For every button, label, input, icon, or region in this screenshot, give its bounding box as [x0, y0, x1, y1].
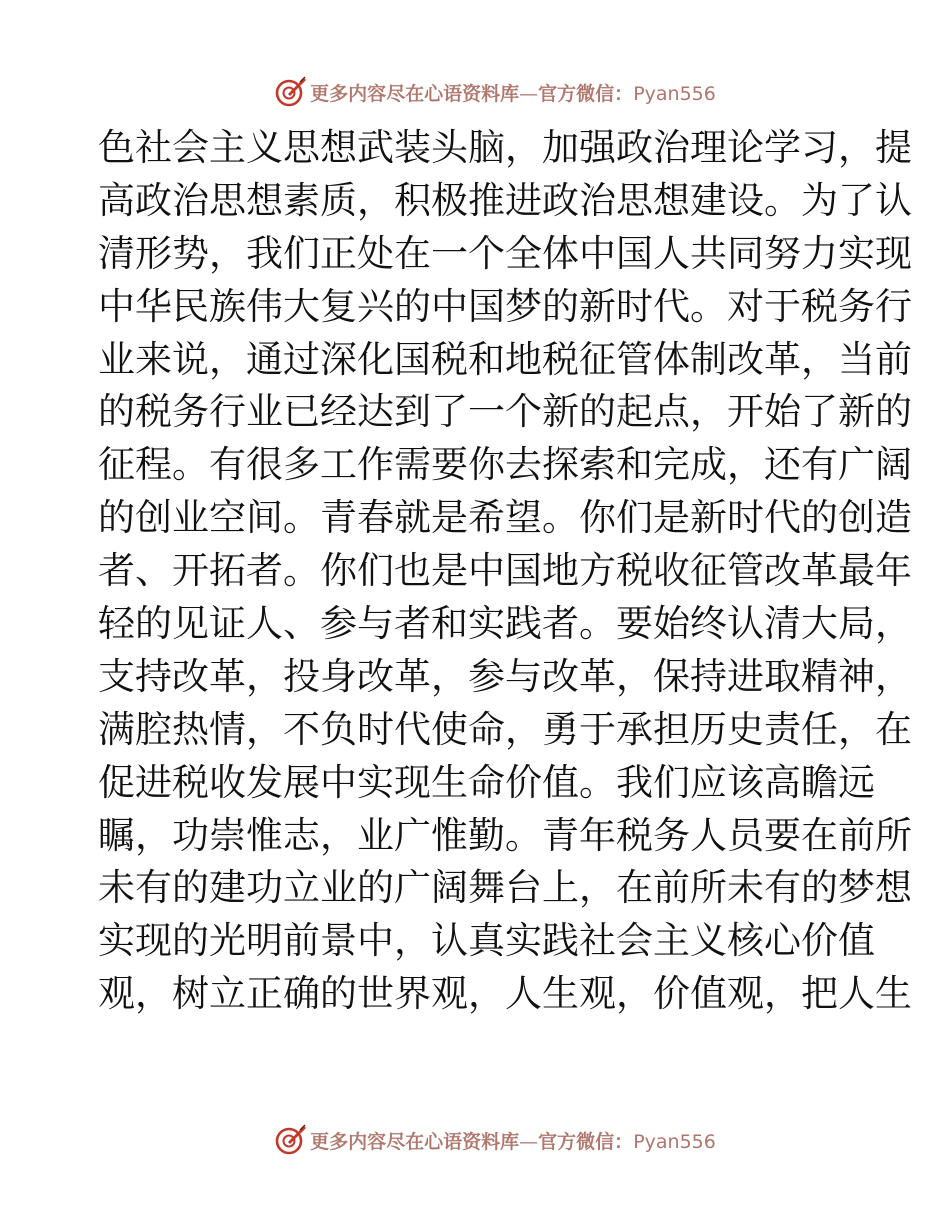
body-line: 业来说，通过深化国税和地税征管体制改革，当前: [98, 337, 912, 381]
footer-brand: 更多内容尽在心语资料库: [310, 1130, 520, 1153]
footer-banner-content: [274, 1123, 716, 1157]
body-line: 高政治思想素质，积极推进政治思想建设。为了认: [98, 178, 912, 222]
header-brand: 更多内容尽在心语资料库: [310, 82, 520, 105]
body-line: 促进税收发展中实现生命价值。我们应该高瞻远: [98, 760, 875, 804]
header-contact-label: 官方微信：: [538, 82, 634, 105]
header-text: [310, 79, 716, 106]
header-banner-content: [274, 75, 716, 109]
header-separator: —: [519, 82, 539, 105]
header-contact-id: Pyan556: [633, 82, 716, 105]
footer-banner: [0, 1120, 950, 1160]
quill-logo-icon: [274, 1123, 308, 1157]
document-body: [98, 122, 912, 1021]
footer-separator: —: [519, 1130, 539, 1153]
header-banner: [0, 72, 950, 112]
body-line: 征程。有很多工作需要你去探索和完成，还有广阔: [98, 443, 912, 487]
body-line: 观，树立正确的世界观，人生观，价值观，把人生: [98, 972, 912, 1016]
body-line: 的创业空间。青春就是希望。你们是新时代的创造: [98, 496, 912, 540]
body-line: 轻的见证人、参与者和实践者。要始终认清大局，: [98, 602, 912, 646]
footer-text: [310, 1127, 716, 1154]
footer-contact-id: Pyan556: [633, 1130, 716, 1153]
body-line: 者、开拓者。你们也是中国地方税收征管改革最年: [98, 549, 912, 593]
quill-logo-icon: [274, 75, 308, 109]
body-line: 满腔热情，不负时代使命，勇于承担历史责任，在: [98, 707, 912, 751]
body-line: 瞩，功崇惟志，业广惟勤。青年税务人员要在前所: [98, 813, 912, 857]
body-line: 色社会主义思想武装头脑，加强政治理论学习，提: [98, 126, 912, 169]
body-line: 实现的光明前景中，认真实践社会主义核心价值: [98, 919, 875, 963]
body-line: 支持改革，投身改革，参与改革，保持进取精神，: [98, 654, 912, 698]
body-line: 未有的建功立业的广阔舞台上，在前所未有的梦想: [98, 866, 912, 910]
footer-contact-label: 官方微信：: [538, 1130, 634, 1153]
body-line: 的税务行业已经达到了一个新的起点，开始了新的: [98, 390, 912, 434]
body-line: 清形势，我们正处在一个全体中国人共同努力实现: [98, 231, 912, 275]
body-line: 中华民族伟大复兴的中国梦的新时代。对于税务行: [98, 284, 912, 328]
